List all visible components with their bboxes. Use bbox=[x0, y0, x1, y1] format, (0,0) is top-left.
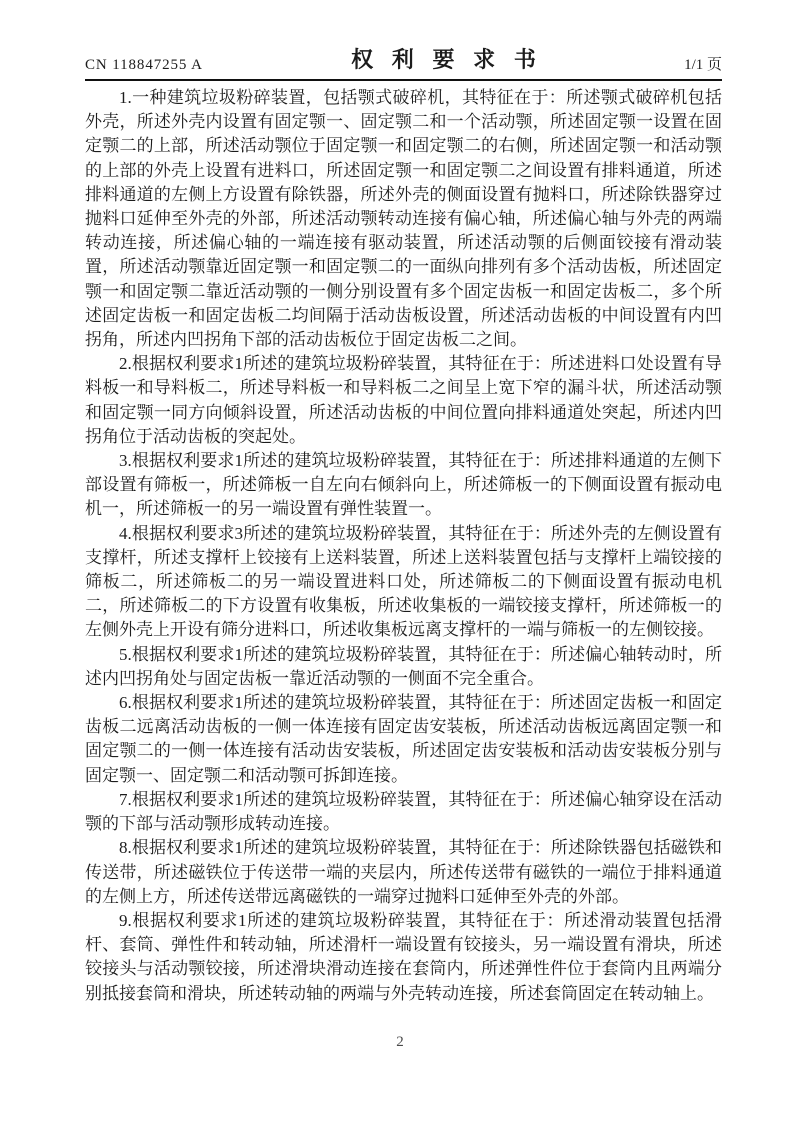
page-number: 2 bbox=[396, 1034, 404, 1050]
claim-paragraph-1: 1.一种建筑垃圾粉碎装置，包括颚式破碎机，其特征在于：所述颚式破碎机包括外壳，所述外壳内设置有固定颚一、固定颚二和一个活动颚，所述固定颚一设置在固定颚二的上部，所述活动颚位于固定颚一和固定颚二的右侧，所述固定颚一和活动颚的上部的外壳上设置有进料口，所述固定颚一和固定颚二之间设置有排料通道，所述排料通道的左侧上方设置有除铁器，所述外壳的侧面设置有抛料口，所述除铁器穿过抛料口延伸至外壳的外部，所述活动颚转动连接有偏心轴，所述偏心轴与外壳的两端转动连接，所述偏心轴的一端连接有驱动装置，所述活动颚的后侧面铰接有滑动装置，所述活动颚靠近固定颚一和固定颚二的一面纵向排列有多个活动齿板，所述固定颚一和固定颚二靠近活动颚的一侧分别设置有多个固定齿板一和固定齿板二，多个所述固定齿板一和固定齿板二均间隔于活动齿板设置，所述活动齿板的中间设置有内凹拐角，所述内凹拐角下部的活动齿板位于固定齿板二之间。 bbox=[85, 88, 722, 350]
patent-number: CN 118847255 A bbox=[85, 57, 203, 73]
claim-paragraph-5: 5.根据权利要求1所述的建筑垃圾粉碎装置，其特征在于：所述偏心轴转动时，所述内凹拐角处与固定齿板一靠近活动颚的一侧面不完全重合。 bbox=[85, 644, 722, 688]
claim-paragraph-7: 7.根据权利要求1所述的建筑垃圾粉碎装置，其特征在于：所述偏心轴穿设在活动颚的下部与活动颚形成转动连接。 bbox=[85, 789, 722, 834]
claim-paragraph-2: 2.根据权利要求1所述的建筑垃圾粉碎装置，其特征在于：所述进料口处设置有导料板一和导料板二，所述导料板一和导料板二之间呈上宽下窄的漏斗状，所述活动颚和固定颚一同方向倾斜设置，所述活动齿板的中间位置向排料通道处突起，所述内凹拐角位于活动齿板的突起处。 bbox=[85, 354, 722, 446]
page-footer bbox=[0, 1033, 800, 1051]
claim-paragraph-3: 3.根据权利要求1所述的建筑垃圾粉碎装置，其特征在于：所述排料通道的左侧下部设置有筛板一，所述筛板一自左向右倾斜向上，所述筛板一的下侧面设置有振动电机一，所述筛板一的另一端设置有弹性装置一。 bbox=[85, 451, 722, 519]
sheet-indicator: 1/1 页 bbox=[684, 57, 722, 73]
claims-body bbox=[85, 86, 722, 1006]
document-title: 权利要求书 bbox=[351, 47, 555, 72]
claim-paragraph-6: 6.根据权利要求1所述的建筑垃圾粉碎装置，其特征在于：所述固定齿板一和固定齿板二远离活动齿板的一侧一体连接有固定齿安装板，所述活动齿板远离固定颚一和固定颚二的一侧一体连接有活动齿安装板，所述固定齿安装板和活动齿安装板分别与固定颚一、固定颚二和活动颚可拆卸连接。 bbox=[85, 693, 722, 785]
page-header bbox=[85, 44, 722, 81]
claim-paragraph-9: 9.根据权利要求1所述的建筑垃圾粉碎装置，其特征在于：所述滑动装置包括滑杆、套筒、弹性件和转动轴，所述滑杆一端设置有铰接头，另一端设置有滑块，所述铰接头与活动颚铰接，所述滑块滑动连接在套筒内，所述弹性件位于套筒内且两端分别抵接套筒和滑块，所述转动轴的两端与外壳转动连接，所述套筒固定在转动轴上。 bbox=[85, 910, 722, 1003]
claim-paragraph-8: 8.根据权利要求1所述的建筑垃圾粉碎装置，其特征在于：所述除铁器包括磁铁和传送带，所述磁铁位于传送带一端的夹层内，所述传送带有磁铁的一端位于排料通道的左侧上方，所述传送带远离磁铁的一端穿过抛料口延伸至外壳的外部。 bbox=[85, 838, 722, 906]
claim-paragraph-4: 4.根据权利要求3所述的建筑垃圾粉碎装置，其特征在于：所述外壳的左侧设置有支撑杆，所述支撑杆上铰接有上送料装置，所述上送料装置包括与支撑杆上端铰接的筛板二，所述筛板二的另一端设置进料口处，所述筛板二的下侧面设置有振动电机二，所述筛板二的下方设置有收集板，所述收集板的一端铰接支撑杆，所述筛板一的左侧外壳上开设有筛分进料口，所述收集板远离支撑杆的一端与筛板一的左侧铰接。 bbox=[85, 523, 722, 640]
